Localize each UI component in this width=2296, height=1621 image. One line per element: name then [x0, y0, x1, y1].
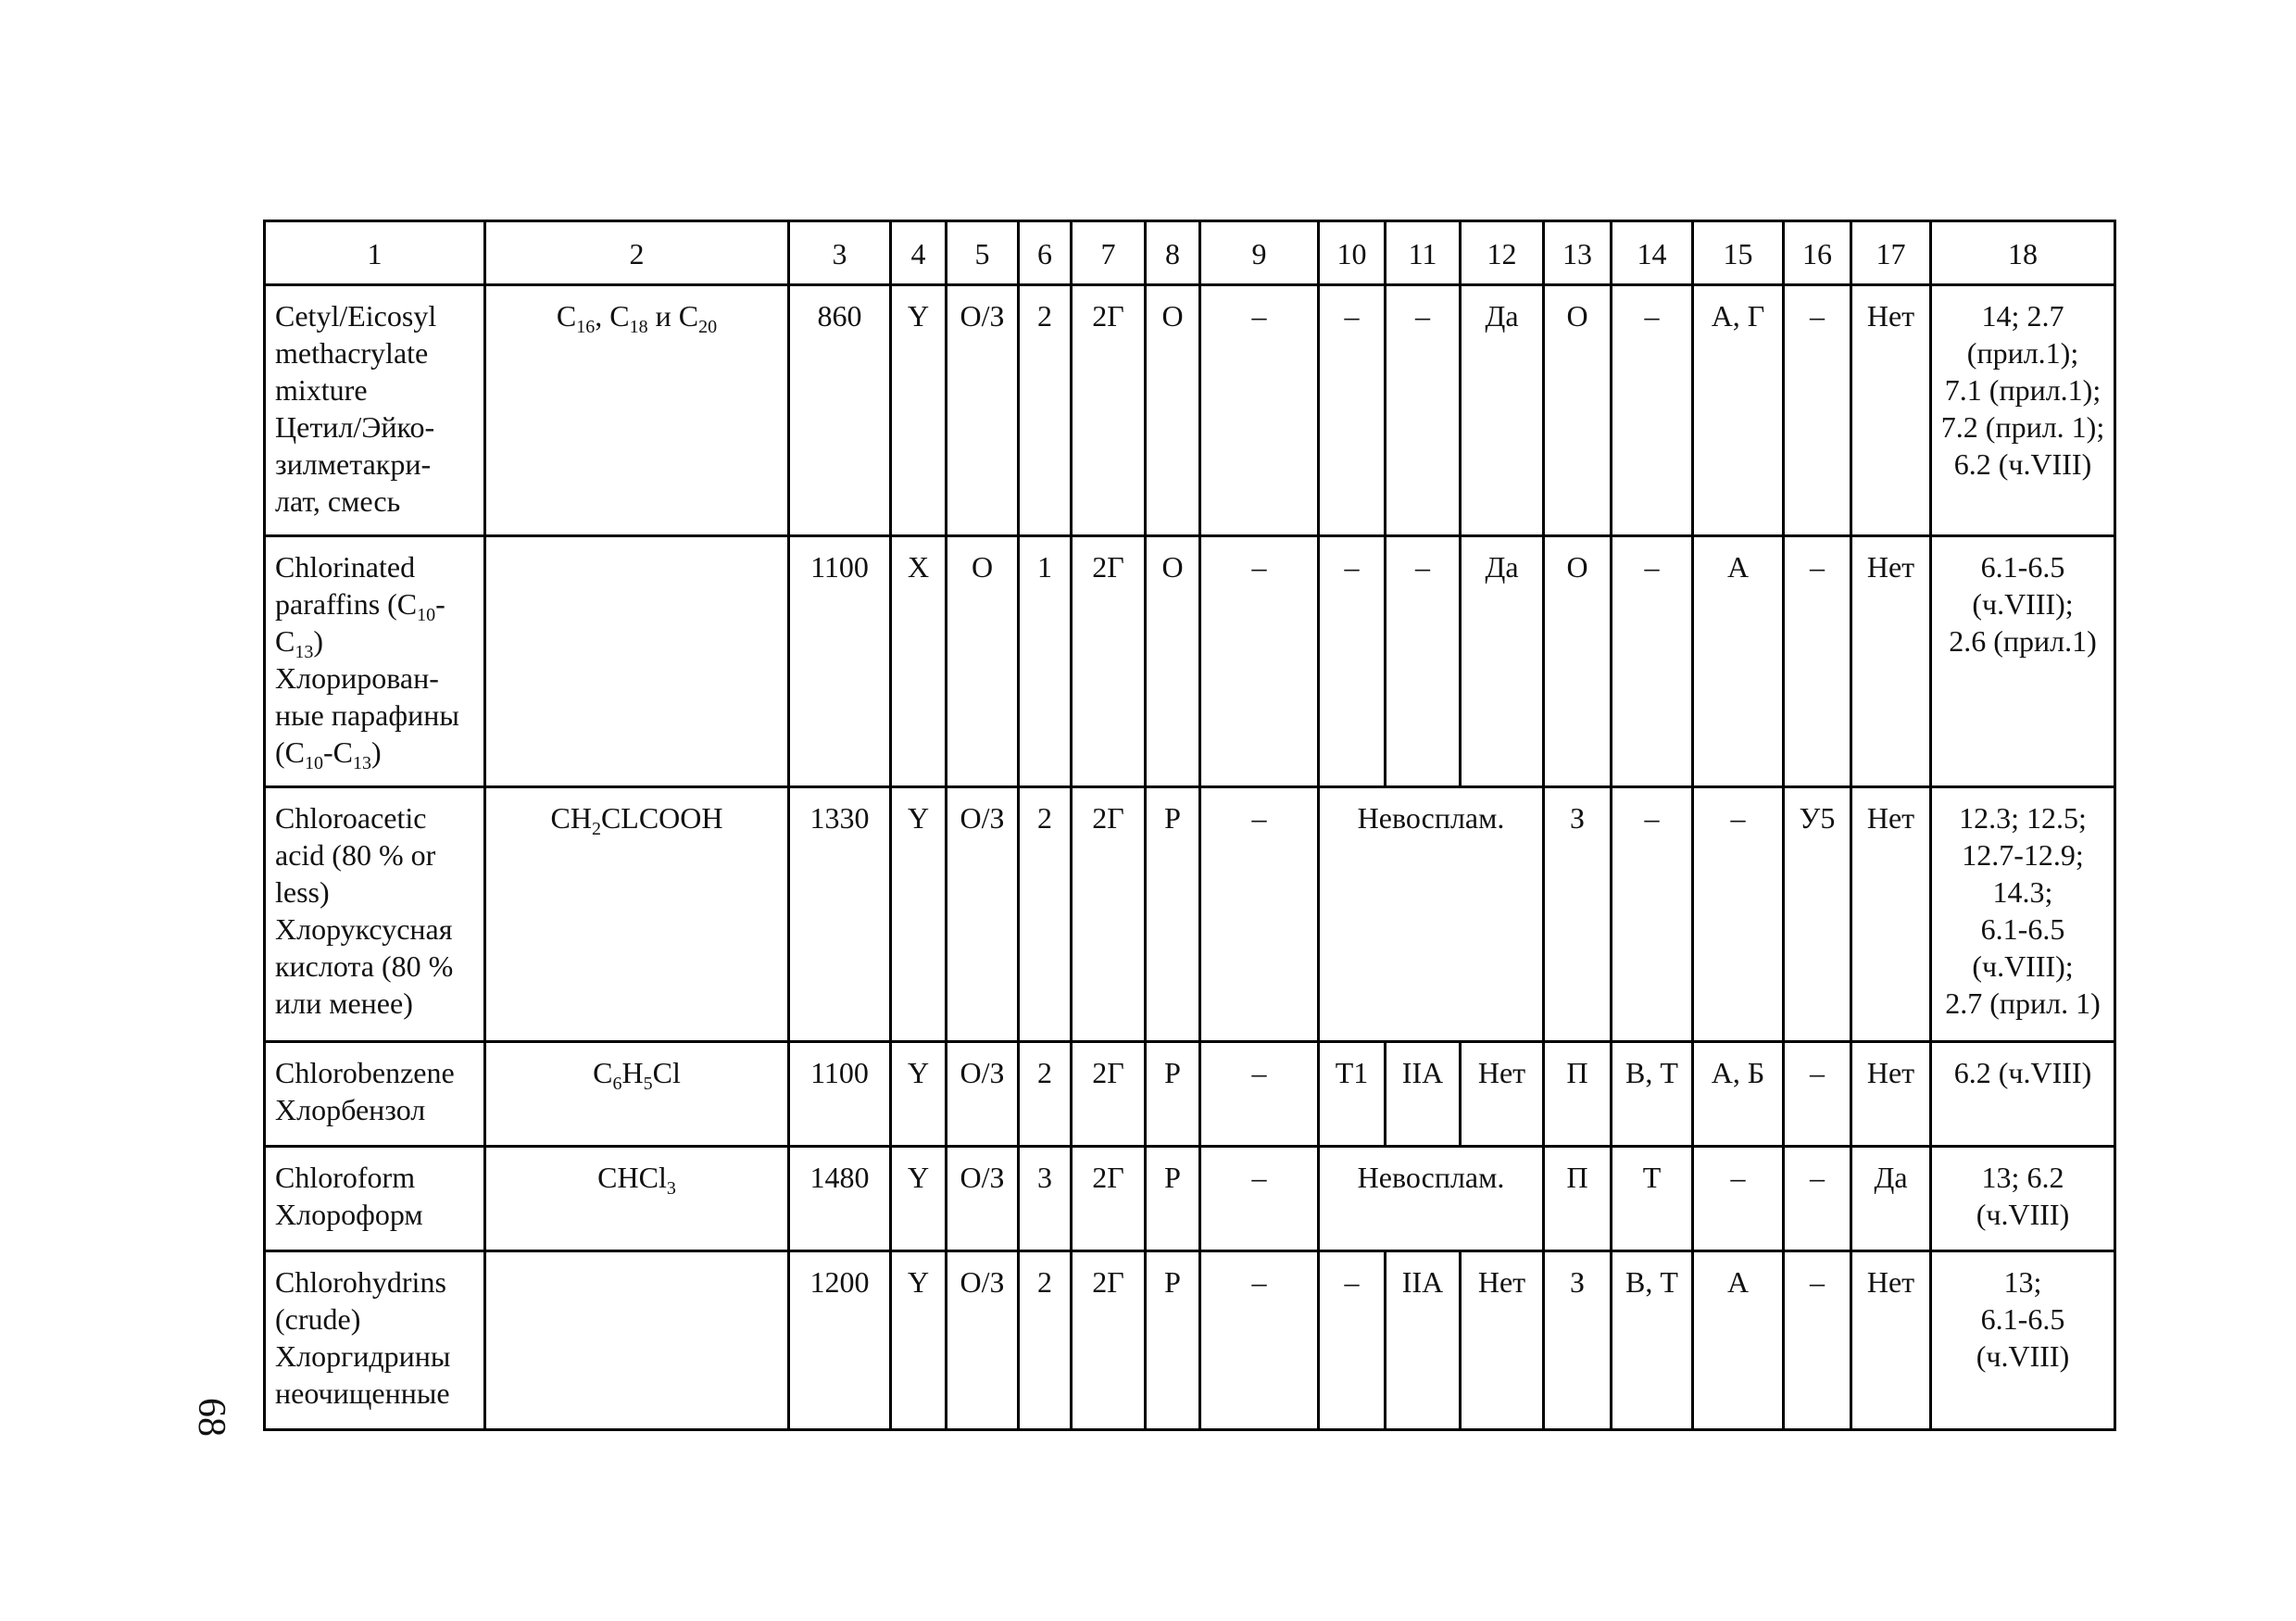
- table-row: [265, 536, 2115, 787]
- column-header: 1: [265, 221, 485, 285]
- cell-pollution-category: Y: [891, 1251, 947, 1430]
- cargo-table: [263, 220, 2116, 1431]
- cell-ship-type: 2: [1019, 1251, 1072, 1430]
- cell-pollution-category: Y: [891, 1042, 947, 1147]
- cell-tank-type: 2Г: [1072, 787, 1146, 1042]
- cell-ship-type: 2: [1019, 787, 1072, 1042]
- cell-fire-protection: А: [1693, 1251, 1784, 1430]
- column-header: 4: [891, 221, 947, 285]
- cell-gauging: П: [1544, 1147, 1612, 1251]
- cell-construction-materials: У5: [1784, 787, 1851, 1042]
- cell-flashpoint: Да: [1461, 285, 1544, 536]
- cell-pollution-category: Y: [891, 1147, 947, 1251]
- column-header: 8: [1146, 221, 1200, 285]
- cell-gauging: З: [1544, 1251, 1612, 1430]
- product-name: Chlorobenzene Хлорбензол: [265, 1042, 485, 1147]
- cell-temperature-class: –: [1319, 536, 1386, 787]
- cell-vapour-detection: –: [1612, 787, 1693, 1042]
- cell-tank-environment: –: [1200, 1042, 1319, 1147]
- cell-construction-materials: –: [1784, 1042, 1851, 1147]
- table-row: [265, 787, 2115, 1042]
- cell-temperature-class: –: [1319, 285, 1386, 536]
- product-name: Cetyl/Eicosyl methacrylate mixture Цетил/Эйко- зилметакри- лат, смесь: [265, 285, 485, 536]
- table-row: [265, 1251, 2115, 1430]
- cell-fire-protection: –: [1693, 787, 1784, 1042]
- column-header: 10: [1319, 221, 1386, 285]
- cell-density: 860: [789, 285, 891, 536]
- column-header: 13: [1544, 221, 1612, 285]
- cell-tank-type: 2Г: [1072, 1251, 1146, 1430]
- chemical-formula: $C_6H_5Cl$: [485, 1042, 789, 1147]
- cell-tank-environment: –: [1200, 1251, 1319, 1430]
- cell-gauging: П: [1544, 1042, 1612, 1147]
- cell-ship-type: 3: [1019, 1147, 1072, 1251]
- product-name: Chloroform Хлороформ: [265, 1147, 485, 1251]
- cell-tank-type: 2Г: [1072, 1042, 1146, 1147]
- column-header: 18: [1931, 221, 2115, 285]
- column-header: 11: [1386, 221, 1461, 285]
- cell-tank-vents: Р: [1146, 1147, 1200, 1251]
- cell-tank-type: 2Г: [1072, 536, 1146, 787]
- column-header: 6: [1019, 221, 1072, 285]
- cell-construction-materials: –: [1784, 536, 1851, 787]
- cell-pollution-category: Y: [891, 285, 947, 536]
- cell-tank-environment: –: [1200, 285, 1319, 536]
- cell-hazard: О/З: [947, 787, 1019, 1042]
- column-header: 15: [1693, 221, 1784, 285]
- chemical-formula: [485, 1251, 789, 1430]
- cell-tank-vents: Р: [1146, 1251, 1200, 1430]
- column-header: 3: [789, 221, 891, 285]
- cell-tank-type: 2Г: [1072, 1147, 1146, 1251]
- cell-hazard: О/З: [947, 1042, 1019, 1147]
- cell-tank-environment: –: [1200, 787, 1319, 1042]
- cell-apparatus-group: IIA: [1386, 1251, 1461, 1430]
- column-header: 12: [1461, 221, 1544, 285]
- cell-tank-vents: Р: [1146, 1042, 1200, 1147]
- cell-pollution-category: Y: [891, 787, 947, 1042]
- cell-tank-vents: Р: [1146, 787, 1200, 1042]
- cell-nonflammable: Невосплам.: [1319, 787, 1544, 1042]
- cell-hazard: О/З: [947, 285, 1019, 536]
- column-header: 7: [1072, 221, 1146, 285]
- cell-construction-materials: –: [1784, 285, 1851, 536]
- column-header: 5: [947, 221, 1019, 285]
- cell-tank-environment: –: [1200, 1147, 1319, 1251]
- cell-gauging: З: [1544, 787, 1612, 1042]
- cell-emergency-equipment: Нет: [1851, 1251, 1931, 1430]
- cell-emergency-equipment: Нет: [1851, 787, 1931, 1042]
- product-name: Chlorohydrins (crude) Хлоргидрины неочищенные: [265, 1251, 485, 1430]
- cell-flashpoint: Да: [1461, 536, 1544, 787]
- column-header: 14: [1612, 221, 1693, 285]
- column-header: 2: [485, 221, 789, 285]
- chemical-formula: $CH_2CLCOOH$: [485, 787, 789, 1042]
- cell-hazard: О: [947, 536, 1019, 787]
- chemical-formula: $C_{16}$, $C_{18}$ и $C_{20}$: [485, 285, 789, 536]
- cell-density: 1330: [789, 787, 891, 1042]
- cell-special-requirements: 13; 6.1-6.5 (ч.VIII): [1931, 1251, 2115, 1430]
- cell-hazard: О/З: [947, 1251, 1019, 1430]
- cell-density: 1200: [789, 1251, 891, 1430]
- cell-ship-type: 2: [1019, 1042, 1072, 1147]
- cell-density: 1100: [789, 1042, 891, 1147]
- cell-gauging: О: [1544, 536, 1612, 787]
- cell-nonflammable: Невосплам.: [1319, 1147, 1544, 1251]
- cell-flashpoint: Нет: [1461, 1251, 1544, 1430]
- cell-emergency-equipment: Да: [1851, 1147, 1931, 1251]
- cell-density: 1480: [789, 1147, 891, 1251]
- cell-fire-protection: А: [1693, 536, 1784, 787]
- cell-tank-type: 2Г: [1072, 285, 1146, 536]
- cell-temperature-class: T1: [1319, 1042, 1386, 1147]
- cell-apparatus-group: IIA: [1386, 1042, 1461, 1147]
- cell-apparatus-group: –: [1386, 536, 1461, 787]
- cell-vapour-detection: Т: [1612, 1147, 1693, 1251]
- cell-construction-materials: –: [1784, 1251, 1851, 1430]
- product-name: Chloroacetic acid (80 % or less) Хлоруксусная кислота (80 % или менее): [265, 787, 485, 1042]
- cell-flashpoint: Нет: [1461, 1042, 1544, 1147]
- cell-special-requirements: 14; 2.7 (прил.1); 7.1 (прил.1); 7.2 (прил. 1); 6.2 (ч.VIII): [1931, 285, 2115, 536]
- cell-construction-materials: –: [1784, 1147, 1851, 1251]
- cell-fire-protection: А, Б: [1693, 1042, 1784, 1147]
- column-header: 9: [1200, 221, 1319, 285]
- table-row: [265, 285, 2115, 536]
- cell-vapour-detection: –: [1612, 536, 1693, 787]
- cell-tank-vents: О: [1146, 285, 1200, 536]
- cell-vapour-detection: В, Т: [1612, 1251, 1693, 1430]
- cell-temperature-class: –: [1319, 1251, 1386, 1430]
- product-name: Chlorinated paraffins ($C_{10}-$ $C_{13}$) Хлорирован- ные парафины $(C_{10}-C_{13})$: [265, 536, 485, 787]
- cell-ship-type: 1: [1019, 536, 1072, 787]
- cell-special-requirements: 6.1-6.5 (ч.VIII); 2.6 (прил.1): [1931, 536, 2115, 787]
- cell-density: 1100: [789, 536, 891, 787]
- cell-gauging: О: [1544, 285, 1612, 536]
- cell-vapour-detection: В, Т: [1612, 1042, 1693, 1147]
- cell-special-requirements: 6.2 (ч.VIII): [1931, 1042, 2115, 1147]
- cell-fire-protection: –: [1693, 1147, 1784, 1251]
- cell-tank-environment: –: [1200, 536, 1319, 787]
- chemical-formula: CHCl$_3$: [485, 1147, 789, 1251]
- table-row: [265, 1147, 2115, 1251]
- chemical-formula: [485, 536, 789, 787]
- page-number: 68: [190, 1398, 232, 1437]
- cell-fire-protection: А, Г: [1693, 285, 1784, 536]
- cell-vapour-detection: –: [1612, 285, 1693, 536]
- cell-emergency-equipment: Нет: [1851, 1042, 1931, 1147]
- table-row: [265, 1042, 2115, 1147]
- column-header: 16: [1784, 221, 1851, 285]
- cell-emergency-equipment: Нет: [1851, 285, 1931, 536]
- cell-apparatus-group: –: [1386, 285, 1461, 536]
- cell-hazard: О/З: [947, 1147, 1019, 1251]
- cell-special-requirements: 13; 6.2 (ч.VIII): [1931, 1147, 2115, 1251]
- column-header: 17: [1851, 221, 1931, 285]
- cell-emergency-equipment: Нет: [1851, 536, 1931, 787]
- header-row: [265, 221, 2115, 285]
- cell-ship-type: 2: [1019, 285, 1072, 536]
- cell-special-requirements: 12.3; 12.5; 12.7-12.9; 14.3; 6.1-6.5 (ч.VIII); 2.7 (прил. 1): [1931, 787, 2115, 1042]
- cell-pollution-category: X: [891, 536, 947, 787]
- cell-tank-vents: О: [1146, 536, 1200, 787]
